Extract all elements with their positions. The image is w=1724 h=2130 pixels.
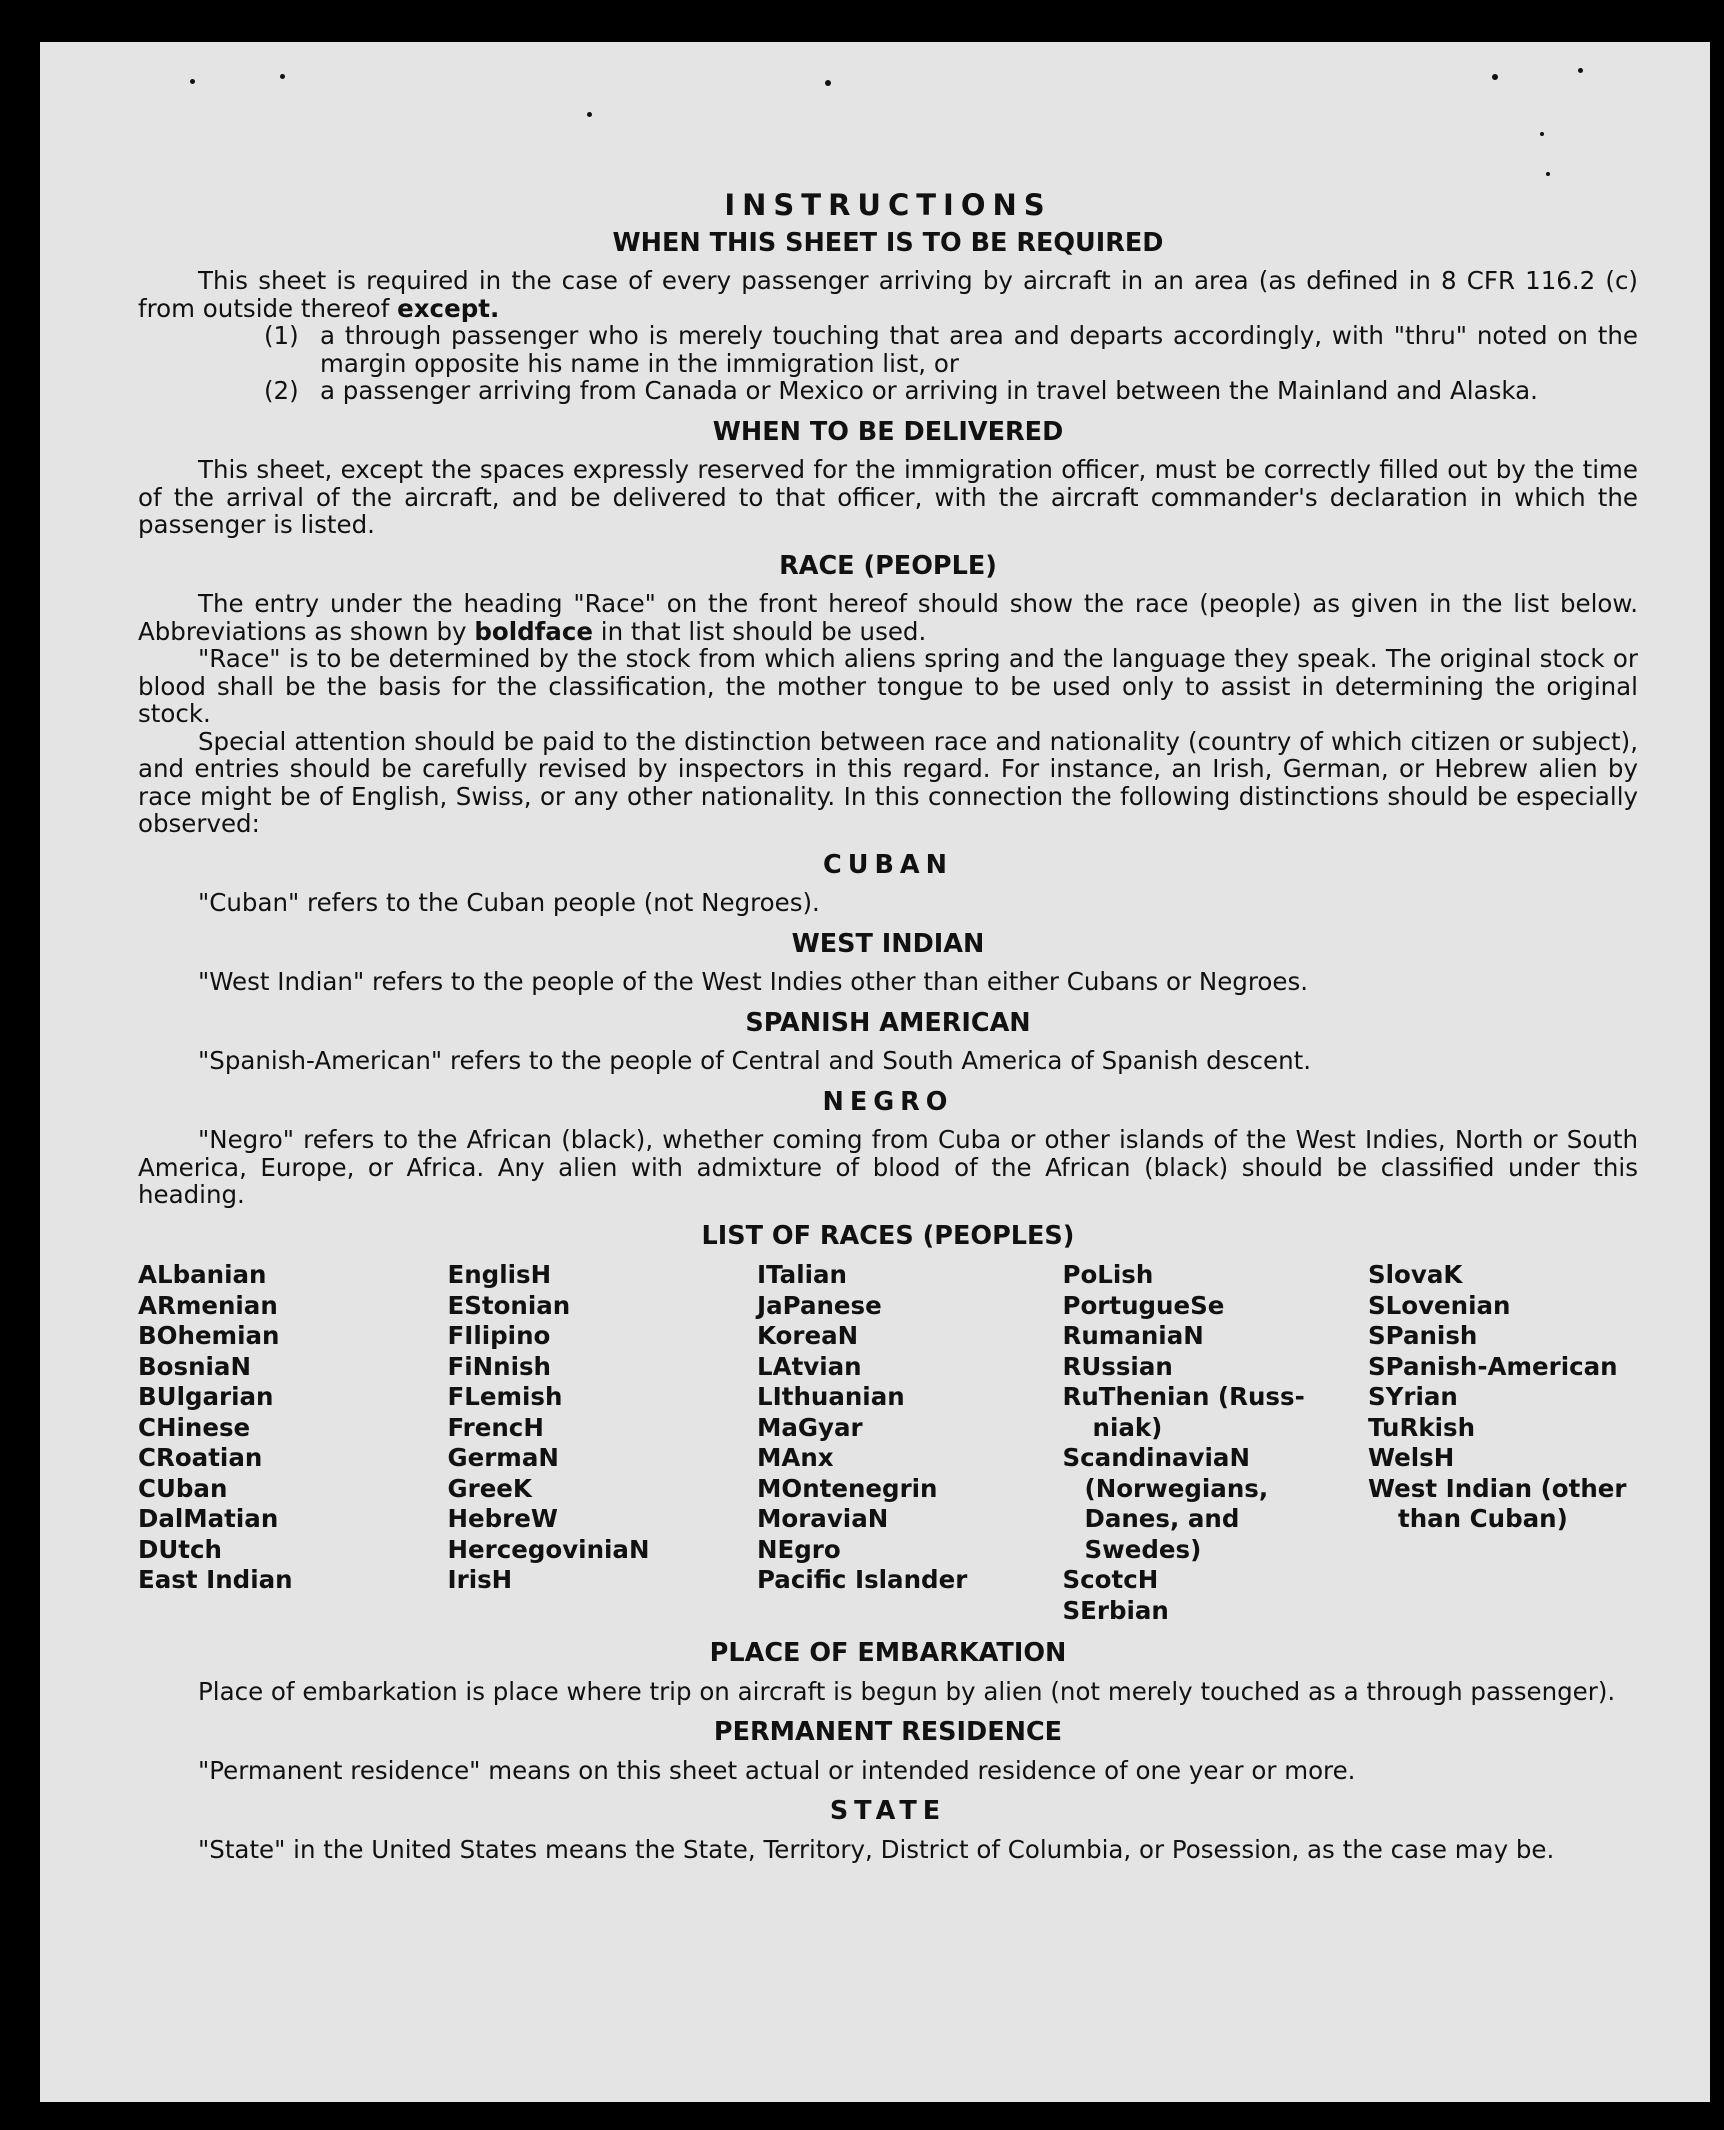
section-heading-race: RACE (PEOPLE) (779, 550, 997, 581)
race-item: WelsH (1368, 1443, 1455, 1472)
race-p1-suffix: in that list should be used. (592, 616, 927, 646)
section-heading-delivered: WHEN TO BE DELIVERED (712, 416, 1064, 447)
race-item: MoraviaN (757, 1504, 889, 1533)
race-item: KoreaN (757, 1321, 859, 1350)
section-heading-residence: PERMANENT RESIDENCE (713, 1717, 1063, 1747)
exception-text: a through passenger who is merely touching that area and departs accordingly, with "thru" noted on the margin opposite his name in the immigration list, or (320, 321, 1638, 378)
race-item: PortugueSe (1062, 1290, 1225, 1320)
race-item: FLemish (447, 1382, 563, 1411)
race-item: Pacific Islander (757, 1565, 968, 1594)
race-item: ALbanian (138, 1260, 267, 1289)
scan-speck (1540, 132, 1544, 136)
race-item: ScotcH (1062, 1565, 1159, 1594)
section-heading-west-indian: WEST INDIAN (791, 928, 985, 959)
negro-text: "Negro" refers to the African (black), whether coming from Cuba or other islands of the West Indies, North or South America, Europe, or Africa. Any alien with admixture of blood of the African (black) should be classified under this heading. (138, 1125, 1638, 1209)
race-item: BOhemian (138, 1321, 280, 1350)
residence-text: "Permanent residence" means on this sheet actual or intended residence of one year or more. (198, 1755, 1356, 1785)
race-item: BUlgarian (138, 1382, 274, 1411)
race-item: MOntenegrin (757, 1473, 938, 1503)
section-heading-list: LIST OF RACES (PEOPLES) (701, 1220, 1075, 1251)
race-item: EnglisH (447, 1260, 552, 1289)
scan-speck (825, 80, 831, 86)
race-item: TuRkish (1368, 1412, 1476, 1442)
race-item-continued: than Cuban) (1398, 1504, 1568, 1533)
section-heading-state: STATE (829, 1796, 947, 1826)
west-indian-text: "West Indian" refers to the people of the West Indies other than either Cubans or Negroes. (198, 967, 1309, 996)
race-paragraph-1 (138, 590, 1638, 645)
race-item: East Indian (138, 1565, 293, 1594)
race-item: RUssian (1062, 1351, 1173, 1381)
exception-text: a passenger arriving from Canada or Mexico or arriving in travel between the Mainland and Alaska. (320, 376, 1538, 405)
race-item: HebreW (447, 1504, 558, 1533)
exception-number: (2) (264, 376, 299, 405)
scan-speck (1578, 68, 1583, 73)
race-item: GreeK (447, 1473, 532, 1503)
race-paragraph-3: Special attention should be paid to the distinction between race and nationality (country of which citizen or subject), and entries should be carefully revised by inspectors in this regard. For instance, an Irish, German, or Hebrew alien by race might be of English, Swiss, or any other nationality. In this connection the following distinctions should be especially observed: (138, 726, 1638, 838)
instructions-content (138, 188, 1638, 1864)
race-item: CHinese (138, 1412, 251, 1442)
section-heading-required: WHEN THIS SHEET IS TO BE REQUIRED (612, 227, 1164, 258)
section-heading-cuban: CUBAN (823, 849, 953, 880)
race-item: DUtch (138, 1534, 222, 1564)
race-item: SPanish-American (1368, 1351, 1618, 1381)
race-item: JaPanese (757, 1290, 882, 1320)
race-column (1368, 1260, 1638, 1626)
race-item: PoLish (1062, 1260, 1154, 1289)
required-intro (138, 267, 1638, 322)
required-exception-1 (138, 322, 1638, 377)
section-heading-negro: NEGRO (822, 1086, 954, 1117)
race-item: MaGyar (757, 1412, 863, 1442)
section-heading-spanish-american: SPANISH AMERICAN (745, 1007, 1031, 1038)
race-item: SPanish (1368, 1321, 1478, 1350)
race-item: ITalian (757, 1260, 847, 1289)
scan-speck (190, 79, 195, 84)
state-text: "State" in the United States means the State, Territory, District of Columbia, or Posession, as the case may be. (198, 1834, 1555, 1864)
race-item: MAnx (757, 1443, 834, 1472)
race-item: ARmenian (138, 1290, 278, 1320)
page-title: INSTRUCTIONS (724, 188, 1052, 222)
race-item: HercegoviniaN (447, 1534, 650, 1564)
required-intro-text: This sheet is required in the case of every passenger arriving by aircraft in an area (as defined in 8 CFR 116.2 (c) from outside thereof (138, 266, 1638, 323)
race-item: BosniaN (138, 1351, 251, 1381)
scan-speck (587, 112, 592, 117)
race-p1-bold: boldface (474, 616, 593, 646)
required-exception-2 (138, 377, 1638, 405)
scan-speck (1492, 74, 1498, 80)
race-item: DalMatian (138, 1504, 279, 1533)
scan-speck (1546, 172, 1550, 176)
race-item: CRoatian (138, 1443, 263, 1472)
race-item: SYrian (1368, 1382, 1458, 1411)
section-heading-embarkation: PLACE OF EMBARKATION (709, 1638, 1067, 1668)
race-item: CUban (138, 1473, 228, 1503)
document-page (40, 42, 1710, 2102)
race-item: RumaniaN (1062, 1321, 1204, 1350)
race-item: SLovenian (1368, 1290, 1511, 1320)
race-item-note: Swedes) (1084, 1534, 1202, 1564)
race-item: FiNnish (447, 1351, 552, 1381)
race-item-continued: niak) (1092, 1412, 1163, 1442)
race-item: FrencH (447, 1412, 544, 1442)
race-item: RuThenian (Russ- (1062, 1382, 1305, 1411)
delivered-text: This sheet, except the spaces expressly reserved for the immigration officer, must be correctly filled out by the time of the arrival of the aircraft, and be delivered to that officer, with the aircraft commander's declaration in which the passenger is listed. (138, 455, 1638, 539)
race-column (1063, 1260, 1359, 1626)
spanish-american-text: "Spanish-American" refers to the people of Central and South America of Spanish descent. (198, 1046, 1312, 1075)
race-item: LAtvian (757, 1351, 862, 1381)
scan-speck (280, 74, 285, 79)
race-list (138, 1260, 1638, 1626)
race-item-note: (Norwegians, (1084, 1473, 1269, 1503)
race-item: EStonian (447, 1290, 571, 1320)
race-item-note: Danes, and (1084, 1504, 1240, 1533)
race-paragraph-2: "Race" is to be determined by the stock from which aliens spring and the language they speak. The original stock or blood shall be the basis for the classification, the mother tongue to be used only to assist in determining the original stock. (138, 644, 1638, 728)
race-p1-text: The entry under the heading "Race" on the front hereof should show the race (people) as given in the list below. Abbreviations as shown by (138, 589, 1638, 646)
race-item: FIlipino (447, 1321, 551, 1350)
race-item: ScandinaviaN (1062, 1443, 1250, 1472)
race-column (448, 1260, 748, 1626)
embarkation-text: Place of embarkation is place where trip on aircraft is begun by alien (not merely touched as a through passenger). (198, 1676, 1616, 1706)
required-intro-bold: except. (397, 293, 500, 323)
race-column (757, 1260, 1053, 1626)
cuban-text: "Cuban" refers to the Cuban people (not Negroes). (198, 888, 820, 917)
race-item: LIthuanian (757, 1382, 905, 1411)
race-item: West Indian (other (1368, 1473, 1627, 1503)
race-item: SErbian (1062, 1595, 1169, 1625)
race-item: IrisH (447, 1565, 513, 1594)
exception-number: (1) (264, 321, 299, 350)
race-item: GermaN (447, 1443, 559, 1472)
race-column (138, 1260, 438, 1626)
race-item: NEgro (757, 1534, 841, 1564)
race-item: SlovaK (1368, 1260, 1463, 1289)
